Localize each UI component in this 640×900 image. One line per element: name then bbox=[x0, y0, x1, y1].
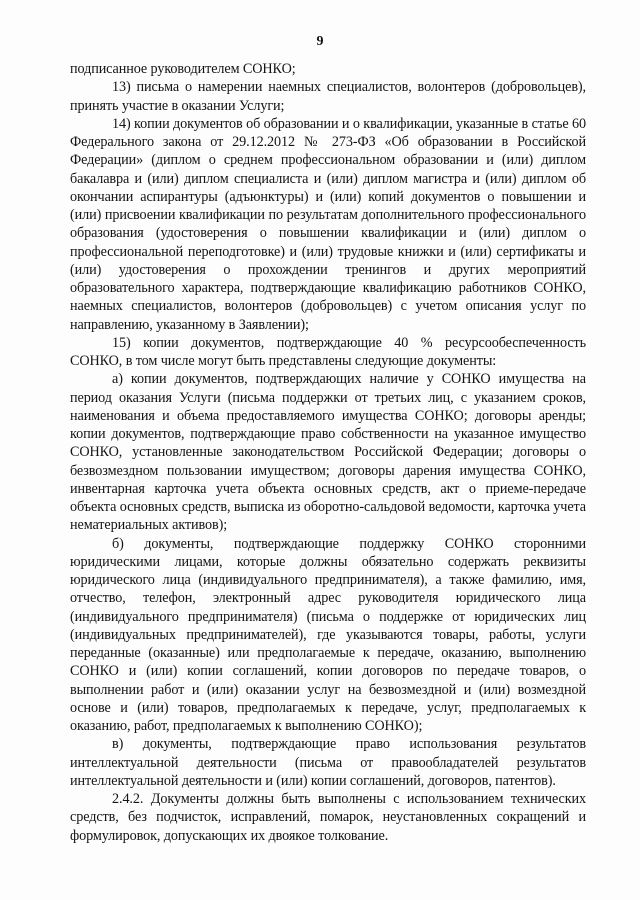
paragraph-item-13: 13) письма о намерении наемных специалистов, волонтеров (добровольцев), принять участие в оказании Услуги; bbox=[70, 79, 586, 114]
paragraph-subitem-v: в) документы, подтверждающие право использования результатов интеллектуальной деятельности (письма от правообладателей результатов интеллектуальной деятельности и (или) копии соглашений, договоров, патентов). bbox=[70, 736, 586, 789]
paragraph-subitem-a: а) копии документов, подтверждающих наличие у СОНКО имущества на период оказания Услуги (письма поддержки от третьих лиц, с указанием сроков, наименования и объема предоставляемого имущества СОНКО; договоры аренды; копии документов, подтверждающие право собственности на указанное имущество СОНКО, установленные законодательством Российской Федерации; договоры о безвозмездном пользовании имуществом; договоры дарения имущества СОНКО, инвентарная карточка учета объекта основных средств, акт о приеме-передаче объекта основных средств, выписка из оборотно-сальдовой ведомости, карточка учета нематериальных активов); bbox=[70, 371, 586, 534]
paragraph-item-14: 14) копии документов об образовании и о квалификации, указанные в статье 60 Федерального закона от 29.12.2012 № 273-ФЗ «Об образовании в Российской Федерации» (диплом о среднем профессиональном образовании и (или) диплом бакалавра и (или) диплом специалиста и (или) диплом магистра и (или) диплом об окончании аспирантуры (адъюнктуры) и (или) копий документов о повышении и (или) присвоении квалификации по результатам дополнительного профессионального образования (удостоверения о повышении квалификации и (или) диплом о профессиональной переподготовке) и (или) трудовые книжки и (или) сертификаты и (или) удостоверения о прохождении тренингов и других мероприятий образовательного характера, подтверждающие квалификацию работников СОНКО, наемных специалистов, волонтеров (добровольцев) с учетом описания услуг по направлению, указанному в Заявлении); bbox=[70, 115, 586, 333]
paragraph-continuation: подписанное руководителем СОНКО; bbox=[70, 61, 296, 77]
paragraph-item-15: 15) копии документов, подтверждающие 40 % ресурсообеспеченность СОНКО, в том числе могут быть представлены следующие документы: bbox=[70, 334, 586, 369]
document-body bbox=[70, 60, 586, 845]
paragraph-subitem-b: б) документы, подтверждающие поддержку СОНКО сторонними юридическими лицами, которые должны обязательно содержать реквизиты юридического лица (индивидуального предпринимателя), а также фамилию, имя, отчество, телефон, электронный адрес руководителя юридического лица (индивидуального предпринимателя) (письма о поддержке от юридических лиц (индивидуальных предпринимателей), где указываются товары, работы, услуги переданные (оказанные) или предполагаемые к передаче, оказанию, выполнению СОНКО и (или) копии соглашений, копии договоров по передаче товаров, о выполнении работ и (или) оказании услуг на безвозмездной и (или) возмездной основе и (или) товаров, предполагаемых к передаче, услуг, предполагаемых к оказанию, работ, предполагаемых к выполнению СОНКО); bbox=[70, 535, 586, 734]
paragraph-section-2-4-2: 2.4.2. Документы должны быть выполнены с использованием технических средств, без подчисток, исправлений, помарок, неустановленных сокращений и формулировок, допускающих их двоякое толкование. bbox=[70, 791, 586, 844]
page-number: 9 bbox=[316, 34, 324, 49]
